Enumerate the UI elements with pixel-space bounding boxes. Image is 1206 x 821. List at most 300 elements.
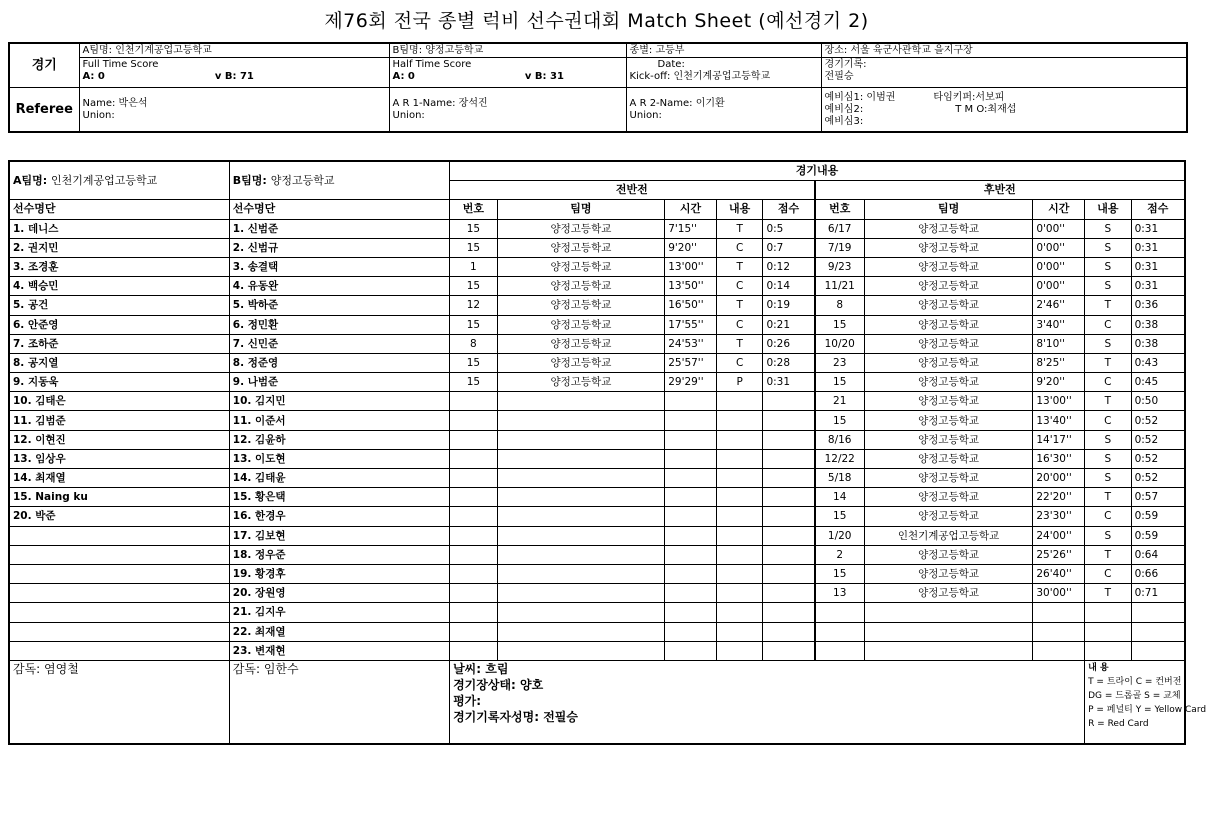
second-half-event-cell: S xyxy=(1085,469,1132,488)
second-half-event-cell: 1/20 xyxy=(815,526,865,545)
first-half-event-cell: 17'55'' xyxy=(665,315,717,334)
second-half-event-cell: 0:31 xyxy=(1131,277,1185,296)
first-half-event-cell: 0:12 xyxy=(763,257,815,276)
first-half-event-cell: 양정고등학교 xyxy=(497,219,665,238)
table-row xyxy=(9,257,1185,276)
a-player: 14. 최재열 xyxy=(9,469,229,488)
b-player: 17. 김보현 xyxy=(229,526,449,545)
first-half-event-cell xyxy=(665,526,717,545)
second-half-event-cell: 0:45 xyxy=(1131,373,1185,392)
second-half-event-cell: 양정고등학교 xyxy=(864,564,1033,583)
first-half-event-cell xyxy=(497,411,665,430)
first-half-event-cell: T xyxy=(716,334,763,353)
ht-a-score: A: 0 xyxy=(392,71,415,82)
first-half-event-cell xyxy=(716,392,763,411)
second-half-event-cell: S xyxy=(1085,334,1132,353)
table-row xyxy=(9,545,1185,564)
b-player: 12. 김윤하 xyxy=(229,430,449,449)
legend-line: R = Red Card xyxy=(1088,718,1149,729)
second-half-event-cell: 15 xyxy=(815,315,865,334)
first-half-event-cell xyxy=(665,603,717,622)
second-half-event-cell: 양정고등학교 xyxy=(864,392,1033,411)
b-player: 15. 황은택 xyxy=(229,488,449,507)
a-player: 13. 임상우 xyxy=(9,449,229,468)
a-team-header: A팀명: 인천기계공업고등학교 xyxy=(9,161,229,200)
table-row xyxy=(9,353,1185,372)
first-half-event-cell: 15 xyxy=(450,315,498,334)
first-half-event-cell: 9'20'' xyxy=(665,238,717,257)
a-roster-header: 선수명단 xyxy=(9,200,229,219)
a-player: 10. 김태은 xyxy=(9,392,229,411)
first-half-event-cell xyxy=(450,584,498,603)
first-half-event-cell: 0:14 xyxy=(763,277,815,296)
b-player: 13. 이도현 xyxy=(229,449,449,468)
b-player: 1. 신범준 xyxy=(229,219,449,238)
a-player: 5. 공건 xyxy=(9,296,229,315)
first-half-event-cell xyxy=(763,526,815,545)
first-half-event-cell xyxy=(665,564,717,583)
second-half-event-cell xyxy=(1085,622,1132,641)
second-half-event-cell: T xyxy=(1085,296,1132,315)
first-half-event-cell xyxy=(763,469,815,488)
second-half-event-cell xyxy=(1085,603,1132,622)
second-half-event-cell: 0:50 xyxy=(1131,392,1185,411)
first-half-event-cell: 0:28 xyxy=(763,353,815,372)
first-half-event-cell xyxy=(716,449,763,468)
first-half-event-cell xyxy=(497,584,665,603)
second-half-event-cell: 양정고등학교 xyxy=(864,411,1033,430)
first-half-event-cell xyxy=(665,392,717,411)
coach-a: 감독: 염영철 xyxy=(9,660,229,744)
a-team-cell: A팀명: 인천기계공업고등학교 xyxy=(79,43,389,58)
first-half-event-cell xyxy=(716,411,763,430)
match-info-table xyxy=(8,42,1188,133)
first-half-event-cell xyxy=(497,622,665,641)
b-player: 23. 변재현 xyxy=(229,641,449,660)
second-half-event-cell: 8'25'' xyxy=(1033,353,1085,372)
table-row xyxy=(9,296,1185,315)
second-half-event-cell: C xyxy=(1085,373,1132,392)
a-player: 11. 김범준 xyxy=(9,411,229,430)
second-half-event-cell: 0:66 xyxy=(1131,564,1185,583)
officials-cell: 예비심1: 이범권 타임키퍼:서보피 예비심2: T M O:최재섭 예비심3: xyxy=(821,88,1187,132)
second-half-event-cell xyxy=(864,622,1033,641)
first-half-event-cell xyxy=(450,411,498,430)
a-player: 9. 지동욱 xyxy=(9,373,229,392)
second-half-event-cell: 9/23 xyxy=(815,257,865,276)
table-row xyxy=(9,219,1185,238)
second-half-event-cell xyxy=(1131,603,1185,622)
ft-a-score: A: 0 xyxy=(82,71,105,82)
first-half-event-cell: 0:7 xyxy=(763,238,815,257)
first-half-event-cell xyxy=(450,641,498,660)
table-row xyxy=(9,603,1185,622)
first-half-event-cell xyxy=(716,507,763,526)
date-kickoff-cell: Date: Kick-off: 인천기계공업고등학교 xyxy=(626,58,821,88)
second-half-event-cell xyxy=(864,603,1033,622)
coach-b: 감독: 임한수 xyxy=(229,660,449,744)
ar1-cell: A R 1-Name: 장석진 Union: xyxy=(389,88,626,132)
a-player xyxy=(9,603,229,622)
first-half-event-cell xyxy=(665,411,717,430)
legend-title: 내 용 xyxy=(1088,662,1109,673)
second-half-header: 후반전 xyxy=(815,181,1185,200)
second-half-event-cell xyxy=(1131,641,1185,660)
second-half-event-cell: 0:52 xyxy=(1131,430,1185,449)
first-half-event-cell xyxy=(450,622,498,641)
b-player: 8. 정준영 xyxy=(229,353,449,372)
table-row xyxy=(9,315,1185,334)
second-half-event-cell: T xyxy=(1085,584,1132,603)
first-half-event-cell xyxy=(450,603,498,622)
second-half-event-cell: 양정고등학교 xyxy=(864,219,1033,238)
first-half-event-cell xyxy=(665,545,717,564)
table-row xyxy=(9,526,1185,545)
first-half-event-cell: 29'29'' xyxy=(665,373,717,392)
second-half-event-cell: 양정고등학교 xyxy=(864,449,1033,468)
table-row xyxy=(9,584,1185,603)
second-half-event-cell: 양정고등학교 xyxy=(864,373,1033,392)
ar2-cell: A R 2-Name: 이기환 Union: xyxy=(626,88,821,132)
a-player xyxy=(9,526,229,545)
full-time-score: Full Time Score A: 0 v B: 71 xyxy=(79,58,389,88)
first-half-event-cell: 15 xyxy=(450,238,498,257)
first-half-event-cell xyxy=(450,469,498,488)
first-half-event-cell xyxy=(497,564,665,583)
second-half-event-cell: T xyxy=(1085,545,1132,564)
second-half-event-cell: 0:31 xyxy=(1131,238,1185,257)
second-half-event-cell: 12/22 xyxy=(815,449,865,468)
b-player: 18. 정우준 xyxy=(229,545,449,564)
second-half-event-cell: 22'20'' xyxy=(1033,488,1085,507)
first-half-event-cell: 12 xyxy=(450,296,498,315)
second-half-event-cell: 양정고등학교 xyxy=(864,584,1033,603)
a-player xyxy=(9,584,229,603)
first-half-event-cell xyxy=(763,603,815,622)
first-half-event-cell: P xyxy=(716,373,763,392)
b-player: 21. 김지우 xyxy=(229,603,449,622)
first-half-event-cell xyxy=(763,411,815,430)
second-half-event-cell: 0'00'' xyxy=(1033,257,1085,276)
b-team-cell: B팀명: 양정고등학교 xyxy=(389,43,626,58)
second-half-event-cell xyxy=(1131,622,1185,641)
table-row xyxy=(9,564,1185,583)
second-half-event-cell: 15 xyxy=(815,564,865,583)
second-half-event-cell: 7/19 xyxy=(815,238,865,257)
second-half-event-cell: 14 xyxy=(815,488,865,507)
first-half-event-cell xyxy=(665,488,717,507)
first-half-event-cell xyxy=(763,564,815,583)
first-half-event-cell: 1 xyxy=(450,257,498,276)
second-half-event-cell: 10/20 xyxy=(815,334,865,353)
table-row xyxy=(9,334,1185,353)
first-half-event-cell xyxy=(497,603,665,622)
first-half-event-cell xyxy=(450,526,498,545)
second-half-event-cell xyxy=(1033,622,1085,641)
a-player: 20. 박준 xyxy=(9,507,229,526)
b-player: 2. 신범규 xyxy=(229,238,449,257)
second-half-event-cell: 11/21 xyxy=(815,277,865,296)
b-player: 20. 장원영 xyxy=(229,584,449,603)
second-half-event-cell: 양정고등학교 xyxy=(864,257,1033,276)
second-half-event-cell: S xyxy=(1085,277,1132,296)
first-half-event-cell xyxy=(716,622,763,641)
game-label: 경기 xyxy=(9,43,79,88)
second-half-event-cell xyxy=(1033,641,1085,660)
table-row xyxy=(9,622,1185,641)
first-half-event-cell xyxy=(450,507,498,526)
second-half-event-cell: S xyxy=(1085,257,1132,276)
a-player xyxy=(9,622,229,641)
first-half-event-cell xyxy=(497,507,665,526)
second-half-event-cell: 8/16 xyxy=(815,430,865,449)
second-half-event-cell: 13'00'' xyxy=(1033,392,1085,411)
second-half-event-cell: 16'30'' xyxy=(1033,449,1085,468)
second-half-event-cell xyxy=(1033,603,1085,622)
first-half-event-cell: C xyxy=(716,315,763,334)
venue-cell: 장소: 서울 육군사관학교 을지구장 xyxy=(821,43,1187,58)
second-half-event-cell: 15 xyxy=(815,373,865,392)
first-half-event-cell xyxy=(763,449,815,468)
first-half-col-content: 내용 xyxy=(716,200,763,219)
first-half-event-cell: 15 xyxy=(450,219,498,238)
first-half-event-cell xyxy=(716,469,763,488)
b-roster-header: 선수명단 xyxy=(229,200,449,219)
second-half-event-cell: 0:31 xyxy=(1131,257,1185,276)
first-half-event-cell xyxy=(665,641,717,660)
second-half-event-cell: S xyxy=(1085,449,1132,468)
table-row xyxy=(9,411,1185,430)
first-half-event-cell xyxy=(716,641,763,660)
first-half-col-time: 시간 xyxy=(665,200,717,219)
second-half-event-cell xyxy=(815,622,865,641)
first-half-event-cell xyxy=(763,545,815,564)
second-half-event-cell: 0:71 xyxy=(1131,584,1185,603)
b-player: 19. 황경후 xyxy=(229,564,449,583)
first-half-event-cell xyxy=(763,507,815,526)
a-player: 12. 이현진 xyxy=(9,430,229,449)
second-half-event-cell: C xyxy=(1085,507,1132,526)
referee-cell: Name: 박은석 Union: xyxy=(79,88,389,132)
first-half-header: 전반전 xyxy=(450,181,815,200)
table-row xyxy=(9,641,1185,660)
second-half-event-cell: 14'17'' xyxy=(1033,430,1085,449)
second-half-event-cell: 5/18 xyxy=(815,469,865,488)
second-half-event-cell: 30'00'' xyxy=(1033,584,1085,603)
first-half-event-cell xyxy=(450,449,498,468)
second-half-event-cell: 0:43 xyxy=(1131,353,1185,372)
second-half-event-cell: 양정고등학교 xyxy=(864,353,1033,372)
a-player: 2. 권지민 xyxy=(9,238,229,257)
a-player: 7. 조하준 xyxy=(9,334,229,353)
match-conditions xyxy=(450,660,1085,744)
first-half-event-cell: 양정고등학교 xyxy=(497,315,665,334)
b-player: 3. 송결택 xyxy=(229,257,449,276)
table-row xyxy=(9,238,1185,257)
first-half-event-cell xyxy=(665,622,717,641)
category-cell: 종별: 고등부 xyxy=(626,43,821,58)
weather: 날씨: 흐림 xyxy=(453,661,509,676)
second-half-event-cell: 26'40'' xyxy=(1033,564,1085,583)
second-half-event-cell: 23 xyxy=(815,353,865,372)
second-half-col-content: 내용 xyxy=(1085,200,1132,219)
second-half-event-cell: 3'40'' xyxy=(1033,315,1085,334)
first-half-event-cell xyxy=(716,584,763,603)
first-half-col-team: 팀명 xyxy=(497,200,665,219)
first-half-event-cell xyxy=(450,430,498,449)
first-half-event-cell: 25'57'' xyxy=(665,353,717,372)
first-half-event-cell: 0:21 xyxy=(763,315,815,334)
first-half-event-cell: T xyxy=(716,219,763,238)
second-half-event-cell: S xyxy=(1085,238,1132,257)
second-half-event-cell: 6/17 xyxy=(815,219,865,238)
a-player: 15. Naing ku xyxy=(9,488,229,507)
table-row xyxy=(9,507,1185,526)
second-half-event-cell: 양정고등학교 xyxy=(864,334,1033,353)
second-half-event-cell: 0:52 xyxy=(1131,449,1185,468)
second-half-event-cell: 0:52 xyxy=(1131,469,1185,488)
second-half-col-no: 번호 xyxy=(815,200,865,219)
a-player: 8. 공지열 xyxy=(9,353,229,372)
first-half-col-no: 번호 xyxy=(450,200,498,219)
first-half-event-cell xyxy=(450,488,498,507)
first-half-event-cell: C xyxy=(716,353,763,372)
first-half-event-cell: 양정고등학교 xyxy=(497,353,665,372)
second-half-event-cell: 0:52 xyxy=(1131,411,1185,430)
first-half-event-cell: 양정고등학교 xyxy=(497,296,665,315)
second-half-event-cell xyxy=(1085,641,1132,660)
a-player xyxy=(9,564,229,583)
first-half-event-cell xyxy=(716,564,763,583)
second-half-event-cell xyxy=(815,603,865,622)
second-half-event-cell: 0:64 xyxy=(1131,545,1185,564)
second-half-event-cell: 13'40'' xyxy=(1033,411,1085,430)
first-half-event-cell xyxy=(763,584,815,603)
a-player xyxy=(9,641,229,660)
a-player: 1. 데니스 xyxy=(9,219,229,238)
table-row xyxy=(9,469,1185,488)
first-half-event-cell xyxy=(716,488,763,507)
second-half-event-cell: 0:38 xyxy=(1131,334,1185,353)
legend xyxy=(1085,660,1206,744)
first-half-event-cell xyxy=(497,526,665,545)
first-half-event-cell: 0:19 xyxy=(763,296,815,315)
first-half-event-cell xyxy=(450,545,498,564)
table-row xyxy=(9,449,1185,468)
second-half-event-cell: T xyxy=(1085,488,1132,507)
first-half-event-cell xyxy=(665,469,717,488)
first-half-event-cell xyxy=(497,449,665,468)
first-half-event-cell: 24'53'' xyxy=(665,334,717,353)
second-half-event-cell: 양정고등학교 xyxy=(864,238,1033,257)
second-half-event-cell: 양정고등학교 xyxy=(864,277,1033,296)
second-half-event-cell xyxy=(864,641,1033,660)
first-half-event-cell: 15 xyxy=(450,277,498,296)
first-half-event-cell: 16'50'' xyxy=(665,296,717,315)
second-half-event-cell: 15 xyxy=(815,507,865,526)
first-half-event-cell: 0:5 xyxy=(763,219,815,238)
ground-condition: 경기장상태: 양호 xyxy=(453,677,544,692)
first-half-event-cell: 13'50'' xyxy=(665,277,717,296)
b-player: 4. 유동완 xyxy=(229,277,449,296)
b-player: 16. 한경우 xyxy=(229,507,449,526)
second-half-event-cell: 0:57 xyxy=(1131,488,1185,507)
first-half-event-cell xyxy=(665,507,717,526)
first-half-event-cell xyxy=(665,449,717,468)
second-half-event-cell: 양정고등학교 xyxy=(864,430,1033,449)
second-half-event-cell: S xyxy=(1085,430,1132,449)
second-half-event-cell: 양정고등학교 xyxy=(864,507,1033,526)
first-half-event-cell: 양정고등학교 xyxy=(497,373,665,392)
first-half-event-cell xyxy=(763,488,815,507)
first-half-event-cell: T xyxy=(716,296,763,315)
second-half-event-cell: 양정고등학교 xyxy=(864,469,1033,488)
second-half-event-cell: 양정고등학교 xyxy=(864,488,1033,507)
first-half-event-cell xyxy=(716,603,763,622)
a-player: 3. 조경훈 xyxy=(9,257,229,276)
first-half-event-cell xyxy=(497,392,665,411)
b-player: 7. 신민준 xyxy=(229,334,449,353)
second-half-event-cell: S xyxy=(1085,526,1132,545)
second-half-event-cell: 0:59 xyxy=(1131,507,1185,526)
second-half-event-cell xyxy=(815,641,865,660)
second-half-event-cell: T xyxy=(1085,392,1132,411)
first-half-event-cell: C xyxy=(716,238,763,257)
first-half-event-cell xyxy=(497,469,665,488)
second-half-event-cell: 양정고등학교 xyxy=(864,315,1033,334)
first-half-event-cell: 양정고등학교 xyxy=(497,334,665,353)
first-half-event-cell: 15 xyxy=(450,353,498,372)
first-half-event-cell xyxy=(497,488,665,507)
first-half-event-cell xyxy=(763,430,815,449)
first-half-event-cell xyxy=(763,622,815,641)
legend-line: T = 트라이 C = 컨버전 xyxy=(1088,676,1182,687)
first-half-event-cell: 0:26 xyxy=(763,334,815,353)
recorder: 경기기록자성명: 전필승 xyxy=(453,709,578,724)
second-half-event-cell: 8 xyxy=(815,296,865,315)
b-player: 11. 이준서 xyxy=(229,411,449,430)
first-half-event-cell: 8 xyxy=(450,334,498,353)
second-half-event-cell: 0:36 xyxy=(1131,296,1185,315)
first-half-event-cell xyxy=(497,641,665,660)
second-half-event-cell: 24'00'' xyxy=(1033,526,1085,545)
b-player: 22. 최재열 xyxy=(229,622,449,641)
b-player: 10. 김지민 xyxy=(229,392,449,411)
first-half-event-cell: 13'00'' xyxy=(665,257,717,276)
second-half-col-score: 점수 xyxy=(1131,200,1185,219)
b-player: 9. 나범준 xyxy=(229,373,449,392)
legend-line: DG = 드롭골 S = 교체 xyxy=(1088,690,1181,701)
first-half-event-cell xyxy=(716,430,763,449)
second-half-event-cell: C xyxy=(1085,564,1132,583)
first-half-event-cell xyxy=(763,392,815,411)
second-half-event-cell: T xyxy=(1085,353,1132,372)
first-half-event-cell: 7'15'' xyxy=(665,219,717,238)
document-title: 제76회 전국 종별 럭비 선수권대회 Match Sheet (예선경기 2) xyxy=(324,10,869,32)
second-half-col-team: 팀명 xyxy=(864,200,1033,219)
first-half-event-cell: 양정고등학교 xyxy=(497,277,665,296)
second-half-event-cell: 23'30'' xyxy=(1033,507,1085,526)
second-half-event-cell: 0:59 xyxy=(1131,526,1185,545)
second-half-event-cell: 2 xyxy=(815,545,865,564)
table-row xyxy=(9,430,1185,449)
legend-line: P = 페널티 Y = Yellow Card xyxy=(1088,704,1206,715)
a-player xyxy=(9,545,229,564)
second-half-event-cell: 인천기계공업고등학교 xyxy=(864,526,1033,545)
half-time-score: Half Time Score A: 0 v B: 31 xyxy=(389,58,626,88)
second-half-event-cell: 21 xyxy=(815,392,865,411)
table-row xyxy=(9,277,1185,296)
